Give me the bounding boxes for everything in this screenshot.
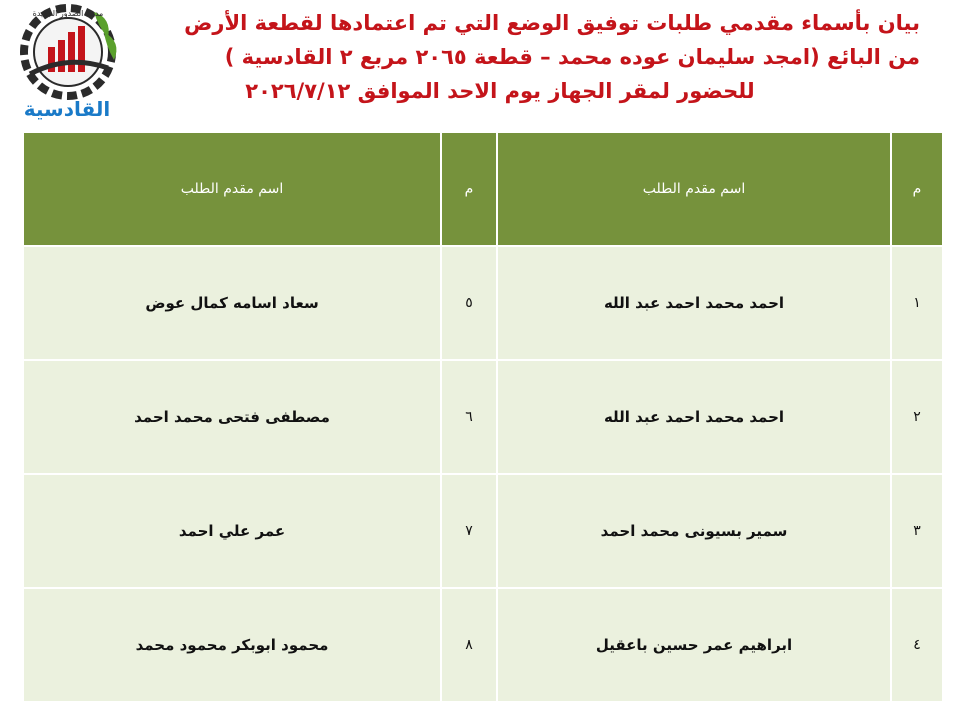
row-4-left-name: محمود ابوبكر محمود محمد <box>24 589 440 701</box>
title-line-1: بيان بأسماء مقدمي طلبات توفيق الوضع التي تم اعتمادها لقطعة الأرض <box>184 11 920 35</box>
row-4-left-num: ٨ <box>442 589 496 701</box>
svg-text:مدينة الصدور الجديدة: مدينة الصدور الجديدة <box>32 9 104 18</box>
row-1-left-name: سعاد اسامه كمال عوض <box>24 247 440 359</box>
row-2-left-name: مصطفى فتحى محمد احمد <box>24 361 440 473</box>
row-3-left-num: ٧ <box>442 475 496 587</box>
logo <box>8 2 126 124</box>
row-4-right-num: ٤ <box>892 589 942 701</box>
row-1-left-num: ٥ <box>442 247 496 359</box>
header-name-left: اسم مقدم الطلب <box>24 133 440 245</box>
row-3-left-name: عمر علي احمد <box>24 475 440 587</box>
header-num-right: م <box>892 133 942 245</box>
header-num-left: م <box>442 133 496 245</box>
header-name-right: اسم مقدم الطلب <box>498 133 890 245</box>
title-line-3: للحضور لمقر الجهاز يوم الاحد الموافق ٢٠٢٦/٧/١٢ <box>245 79 755 103</box>
row-2-right-num: ٢ <box>892 361 942 473</box>
row-2-left-num: ٦ <box>442 361 496 473</box>
row-3-right-name: سمير بسيونى محمد احمد <box>498 475 890 587</box>
page-title <box>140 6 920 124</box>
applicants-table <box>24 133 942 720</box>
row-1-right-num: ١ <box>892 247 942 359</box>
logo-label: القادسية <box>23 97 111 121</box>
row-1-right-name: احمد محمد احمد عبد الله <box>498 247 890 359</box>
row-2-right-name: احمد محمد احمد عبد الله <box>498 361 890 473</box>
title-line-2: من البائع (امجد سليمان عوده محمد – قطعة ٢٠٦٥ مربع ٢ القادسية ) <box>224 45 920 69</box>
row-3-right-num: ٣ <box>892 475 942 587</box>
row-4-right-name: ابراهيم عمر حسين باعقيل <box>498 589 890 701</box>
logo-emblem-icon <box>8 2 126 102</box>
